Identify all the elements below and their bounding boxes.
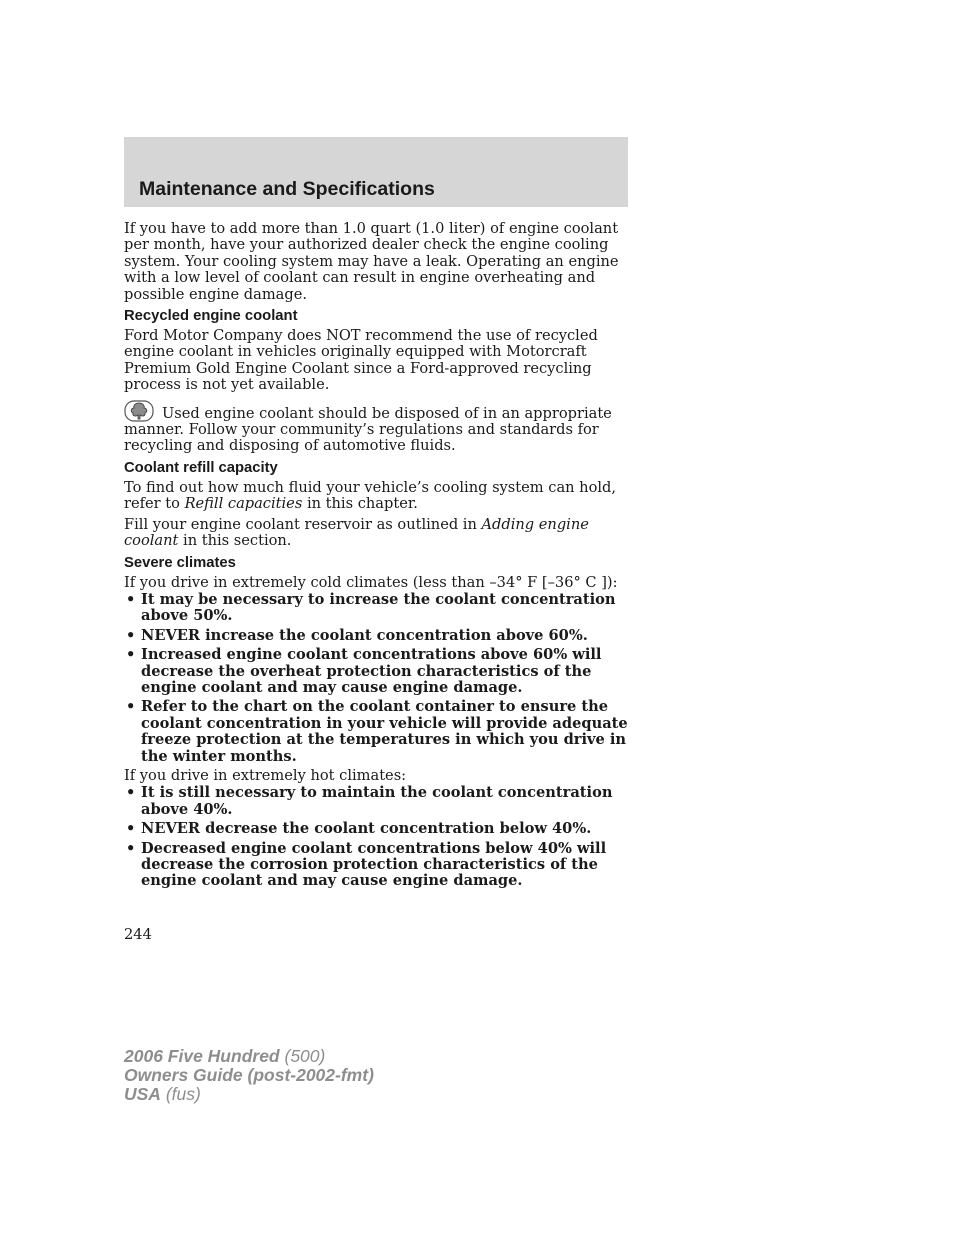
bullet-icon: • [126,839,136,857]
footer-market: USA [124,1084,161,1104]
list-item-text: NEVER decrease the coolant concentration below 40%. [141,820,592,838]
bullet-icon: • [126,626,136,644]
capacity-paragraph-2 [124,517,628,550]
recycled-coolant-heading: Recycled engine coolant [124,308,298,325]
list-item [124,785,628,818]
page-content [124,221,628,893]
section-title: Maintenance and Specifications [139,178,435,200]
environment-note [124,400,628,455]
capacity-paragraph-1 [124,480,628,513]
list-item-text: It may be necessary to increase the coolant concentration above 50%. [141,590,616,625]
page-number: 244 [124,926,152,943]
bullet-icon: • [126,698,136,716]
footer-guide: Owners Guide (post-2002-fmt) [124,1065,374,1085]
document-footer [124,1047,374,1104]
severe-climates-heading: Severe climates [124,554,236,571]
bullet-icon: • [126,784,136,802]
list-item [124,628,628,644]
cold-climate-intro: If you drive in extremely cold climates (less than –34° F [–36° C ]): [124,573,618,591]
list-item [124,821,628,837]
capacity-p2-text: Fill your engine coolant reservoir as outlined in [124,515,482,533]
refill-capacities-reference: Refill capacities [184,495,303,513]
footer-line-1 [124,1047,374,1066]
capacity-p1-text: To find out how much fluid your vehicle’s cooling system can hold, refer to [124,478,617,513]
recycled-coolant-paragraph: Ford Motor Company does NOT recommend the use of recycled engine coolant in vehicles originally equipped with Motorcraft Premium Gold Engine Coolant since a Ford-approved recycling process is not yet available. [124,327,598,394]
coolant-capacity-heading: Coolant refill capacity [124,459,278,476]
environment-tree-icon [124,400,154,422]
hot-climate-list [124,785,628,889]
adding-coolant-reference: Adding engine coolant [124,515,589,550]
bullet-icon: • [126,820,136,838]
list-item-text: NEVER increase the coolant concentration above 60%. [141,626,588,644]
list-item-text: Increased engine coolant concentrations above 60% will decrease the overheat protection characteristics of the engine coolant and may cause engine damage. [141,646,602,696]
footer-line-3 [124,1085,374,1104]
footer-model: 2006 Five Hundred [124,1046,280,1066]
list-item-text: Decreased engine coolant concentrations below 40% will decrease the corrosion protection characteristics of the engine coolant and may cause engine damage. [141,839,607,890]
list-item [124,699,628,765]
list-item-text: It is still necessary to maintain the coolant concentration above 40%. [141,784,613,818]
list-item [124,592,628,625]
cold-climate-list [124,592,628,765]
capacity-p1-end: in this chapter. [302,495,418,513]
capacity-p2-end: in this section. [178,532,292,550]
footer-line-2 [124,1066,374,1085]
bullet-icon: • [126,590,136,608]
list-item [124,647,628,696]
section-header-band [124,137,628,207]
intro-paragraph: If you have to add more than 1.0 quart (1.0 liter) of engine coolant per month, have your authorized dealer check the engine cooling system. Your cooling system may have a leak. Operating an engine with a low level of coolant can result in engine overheating and possible engine damage. [124,220,619,303]
footer-market-code: (fus) [160,1084,201,1104]
environment-note-text: Used engine coolant should be disposed of in an appropriate manner. Follow your community’s regulations and standards for recycling and disposing of automotive fluids. [124,404,612,455]
hot-climate-intro: If you drive in extremely hot climates: [124,766,407,784]
list-item-text: Refer to the chart on the coolant container to ensure the coolant concentration in your vehicle will provide adequate freeze protection at the temperatures in which you drive in the winter months. [141,698,628,765]
list-item [124,841,628,890]
footer-model-code: (500) [279,1046,326,1066]
bullet-icon: • [126,646,136,664]
